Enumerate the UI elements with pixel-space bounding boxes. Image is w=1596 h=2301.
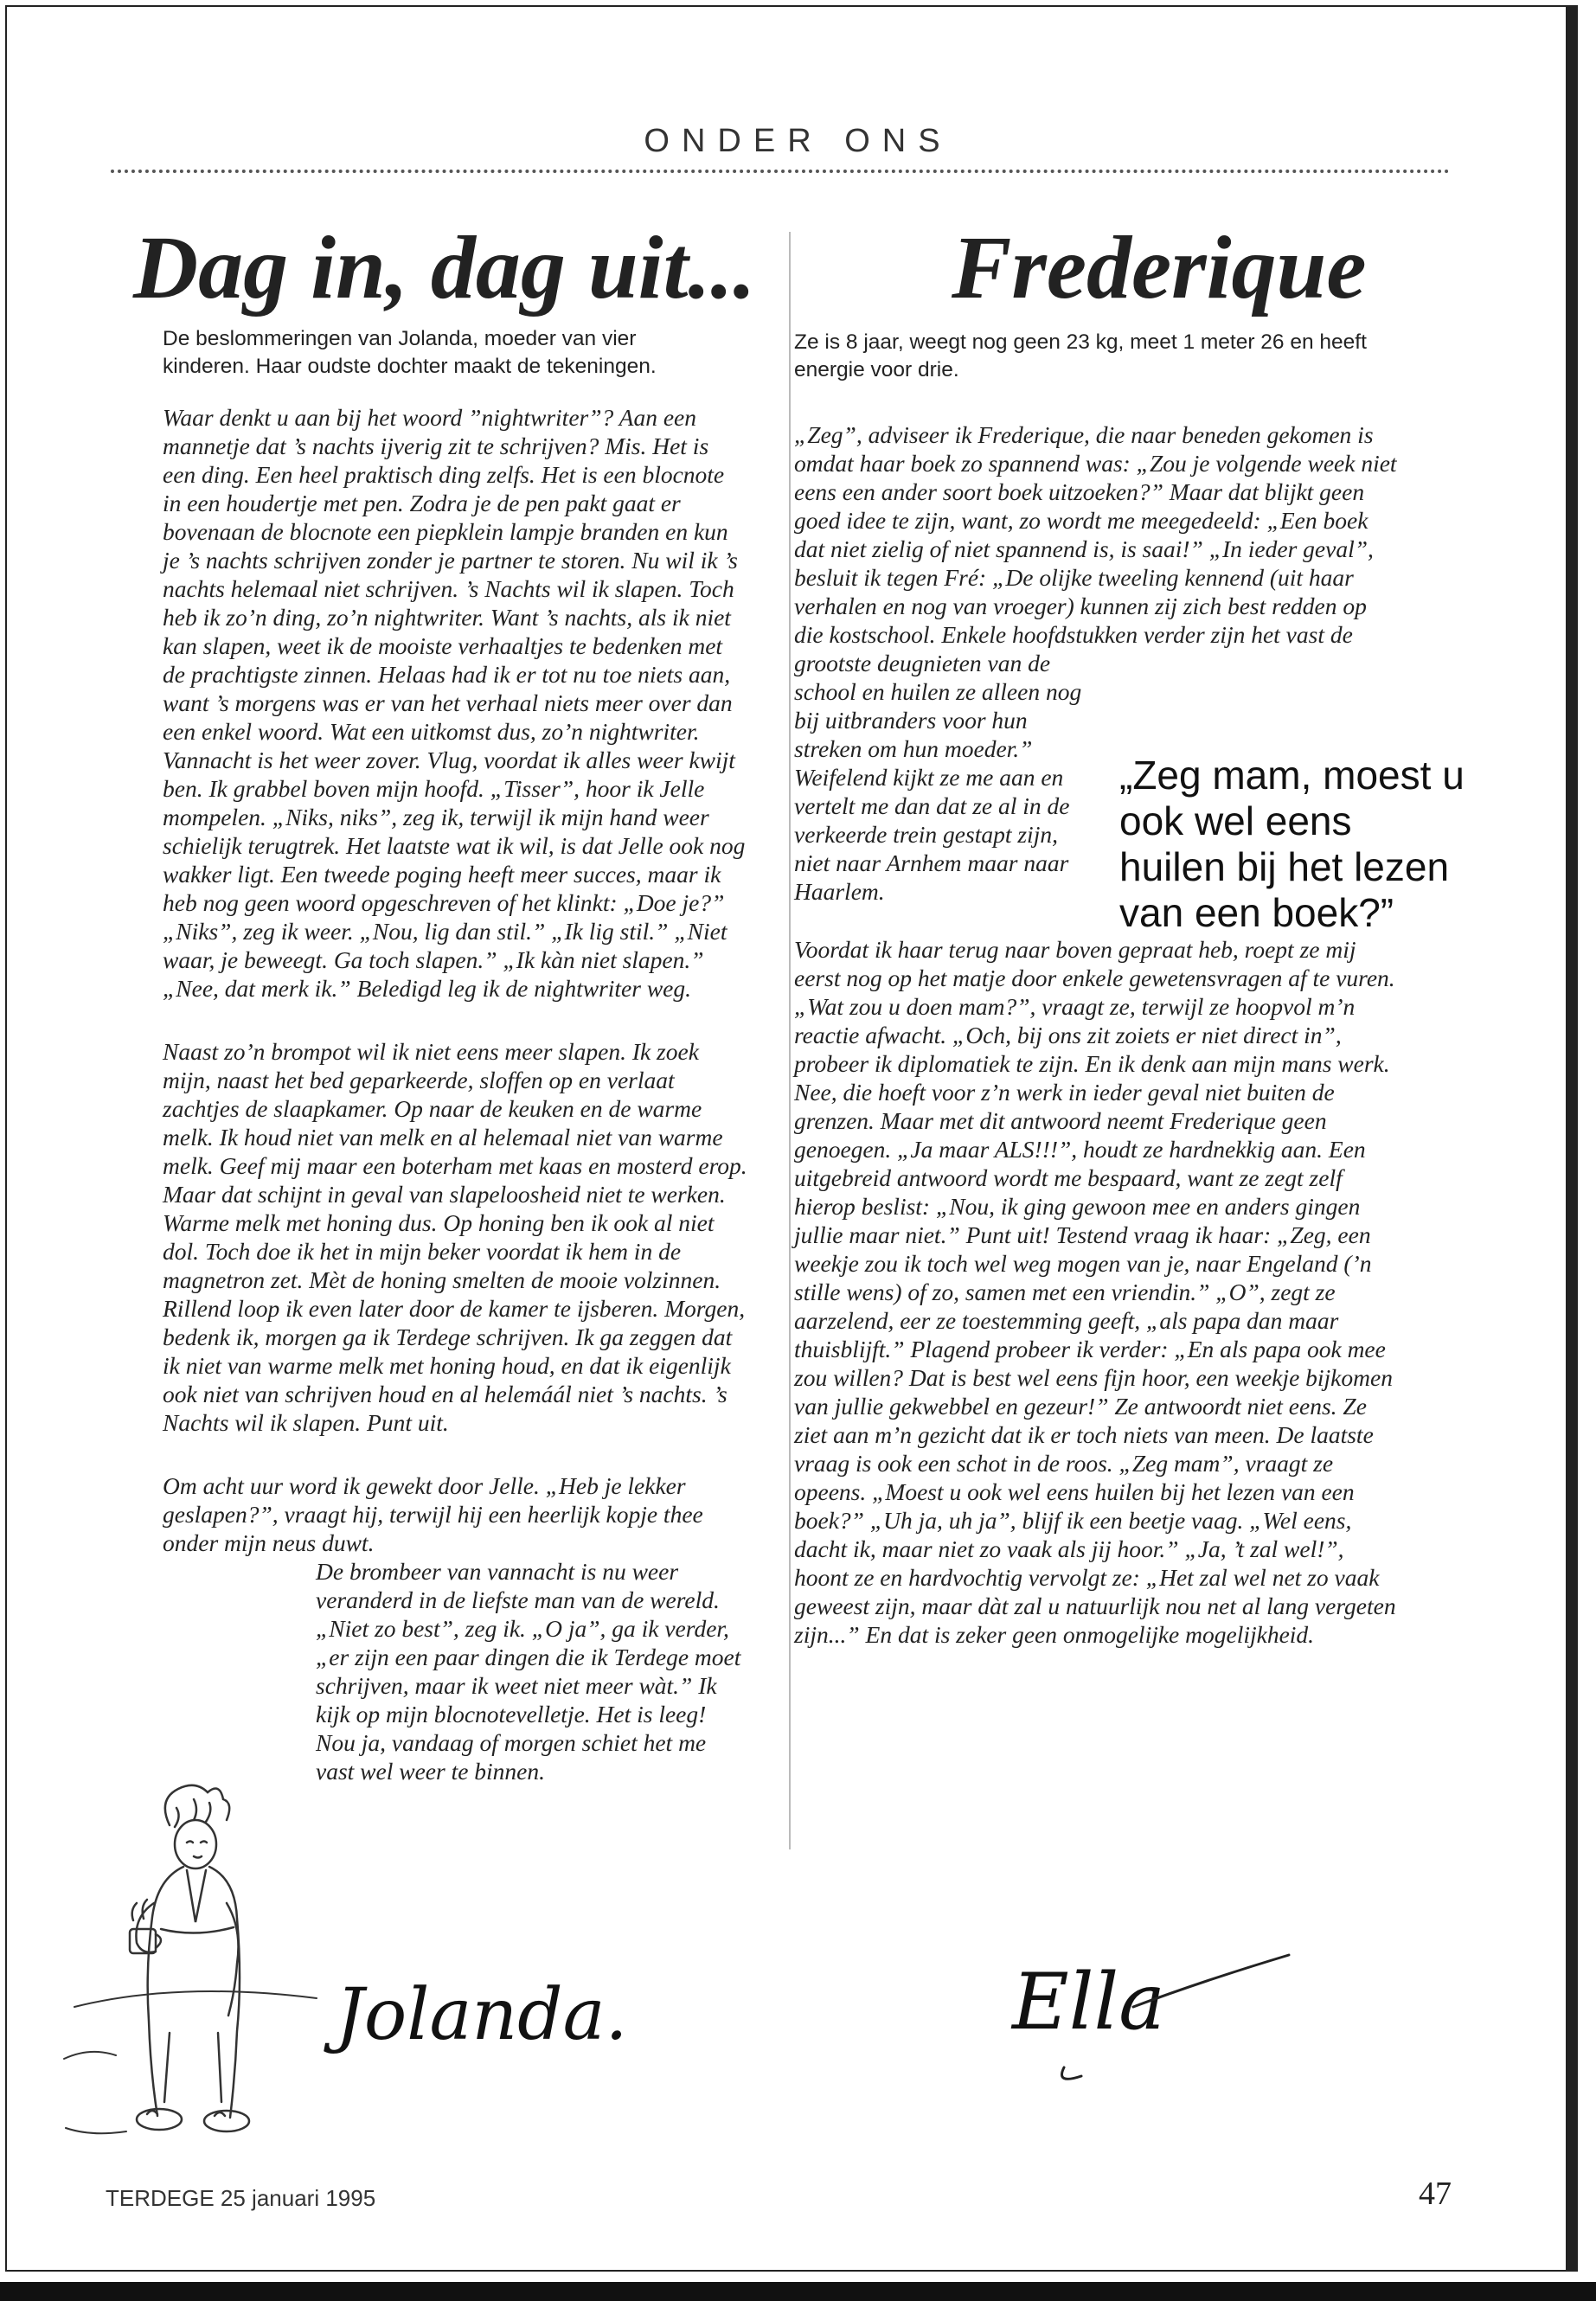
left-intro: De beslommeringen van Jolanda, moeder van vier kinderen. Haar oudste dochter maakt de tekeningen. (163, 327, 657, 378)
ella-signature: Ella (1012, 1957, 1165, 2048)
left-paragraph: Naast zo’n brompot wil ik niet eens meer slapen. Ik zoek mijn, naast het bed geparkeerde, sloffen op en verlaat zachtjes de slaapkamer. Op naar de keuken en de warme melk. Ik houd niet van melk en al helemaal niet van warme melk. Geef mij maar een boterham met kaas en mosterd erop. Maar dat schijnt in geval van slapeloosheid niet te werken. Warme melk met honing dus. Op honing ben ik ook al niet dol. Toch doe ik het in mijn beker voordat ik hem in de magnetron zet. Mèt de honing smelten de mooie volzinnen. Rillend loop ik even later door de kamer te ijsberen. Morgen, bedenk ik, morgen ga ik Terdege schrijven. Ik ga zeggen dat ik niet van warme melk met honing houd, en dat ik eigenlijk ook niet van schrijven houd en al helemáál niet ’s nachts. ’s Nachts wil ik slapen. Punt uit. (163, 1038, 747, 1436)
column-divider (789, 232, 791, 1849)
signature-swash (1029, 1946, 1306, 2102)
jolanda-signature: Jolanda. (336, 1974, 628, 2056)
right-paragraph: „Zeg”, adviseer ik Frederique, die naar beneden gekomen is omdat haar boek zo spannend was: „Zou je volgende week niet eens een ander soort boek uitzoeken?” Maar dat blijkt geen goed idee te zijn, want, zo wordt me meegedeeld: „Een boek dat niet zielig of niet spannend is, is saai!” „In ieder geval”, besluit ik tegen Fré: „De olijke tweeling kennend (uit haar verhalen en nog van vroeger) kunnen zij zich best redden op die kostschool. Enkele hoofdstukken verder zijn het vast de grootste deugnieten van de (794, 421, 1397, 676)
right-paragraph-narrow: school en huilen ze alleen nog bij uitbranders voor hun streken om hun moeder.” Weifelend kijkt ze me aan en vertelt me dan dat ze al in de verkeerde trein gestapt zijn, niet naar Arnhem maar naar Haarlem. (794, 678, 1082, 905)
pull-quote: „Zeg mam, moest u ook wel eens huilen bij het lezen van een boek?” (1119, 753, 1465, 935)
right-column-title: Frederique (952, 218, 1367, 317)
left-column-title: Dag in, dag uit... (133, 218, 756, 317)
right-intro: Ze is 8 jaar, weegt nog geen 23 kg, meet 1 meter 26 en heeft energie voor drie. (794, 330, 1367, 381)
right-paragraph: Voordat ik haar terug naar boven gepraat heb, roept ze mij eerst nog op het matje door enkele gewetensvragen af te vuren. „Wat zou u doen mam?”, vraagt ze, terwijl ze hoopvol m’n reactie afwacht. „Och, bij ons zit zoiets er niet direct in”, probeer ik diplomatiek te zijn. En ik denk aan mijn mans werk. Nee, die hoeft voor z’n werk in ieder geval niet buiten de grenzen. Maar met dit antwoord neemt Frederique geen genoegen. „Ja maar ALS!!!”, houdt ze hardnekkig aan. Een uitgebreid antwoord wordt me bespaard, want ze zegt zelf hierop beslist: „Nou, ik ging gewoon mee en anders gingen jullie maar niet.” Punt uit! Testend vraag ik haar: „Zeg, een weekje zou ik toch wel weg mogen van je, naar Engeland (’n stille wens) of zo, samen met een vriendin.” „O”, zegt ze aarzelend, eer ze toestemming geeft, „als papa dan maar thuisblijft.” Plagend probeer ik verder: „En als papa ook mee zou willen? Dat is best wel eens fijn hoor, een weekje bijkomen van jullie gekwebbel en gezeur!” Ze antwoordt niet eens. Ze ziet aan m’n gezicht dat ik er toch niets van meen. De laatste vraag is ook een schot in de roos. „Zeg mam”, vraagt ze opeens. „Moest u ook wel eens huilen bij het lezen van een boek?” „Uh ja, uh ja”, blijf ik een beetje vaag. „Wel eens, dacht ik, maar niet zo vaak als jij hoor.” „Ja, ’t zal wel!”, hoont ze en hardvochtig vervolgt ze: „Het zal wel net zo vaak geweest zijn, maar dàt zal u natuurlijk nou net al lang vergeten zijn...” En dat is zeker geen onmogelijke mogelijkheid. (794, 936, 1396, 1648)
woman-in-bathrobe-with-mug-illustration (57, 1773, 343, 2145)
left-paragraph: De brombeer van vannacht is nu weer veranderd in de liefste man van de wereld. „Niet zo best”, zeg ik. „O ja”, ga ik verder, „er zijn een paar dingen die ik Terdege moet schrijven, maar ik weet niet meer wàt.” Ik kijk op mijn blocnotevelletje. Het is leeg! Nou ja, vandaag of morgen schiet het me vast wel weer te binnen. (316, 1558, 741, 1785)
page-number: 47 (1419, 2176, 1452, 2212)
left-article-body (163, 403, 747, 1785)
scan-edge (0, 2282, 1596, 2301)
left-paragraph: Om acht uur word ik gewekt door Jelle. „Heb je lekker geslapen?”, vraagt hij, terwijl hij een heerlijk kopje thee onder mijn neus duwt. (163, 1472, 703, 1556)
dotted-divider (111, 170, 1450, 173)
section-header: ONDER ONS (644, 123, 952, 159)
publication-footer: TERDEGE 25 januari 1995 (106, 2185, 376, 2211)
left-paragraph: Waar denkt u aan bij het woord ”nightwriter”? Aan een mannetje dat ’s nachts ijverig zit te schrijven? Mis. Het is een ding. Een heel praktisch ding zelfs. Het is een blocnote in een houdertje met pen. Zodra je de pen pakt gaat er bovenaan de blocnote een piepklein lampje branden en kun je ’s nachts schrijven zonder je partner te storen. Nu wil ik ’s nachts helemaal niet schrijven. ’s Nachts wil ik slapen. Toch heb ik zo’n ding, zo’n nightwriter. Want ’s nachts, als ik niet kan slapen, weet ik de mooiste verhaaltjes te bedenken met de prachtigste zinnen. Helaas had ik er tot nu toe niets aan, want ’s morgens was er van het verhaal niets meer over dan een enkel woord. Wat een uitkomst dus, zo’n nightwriter. Vannacht is het weer zover. Vlug, voordat ik alles weer kwijt ben. Ik grabbel boven mijn hoofd. „Tisser”, hoor ik Jelle mompelen. „Niks, niks”, zeg ik, terwijl ik mijn hand weer schielijk terugtrek. Het laatste wat ik wil, is dat Jelle ook nog wakker ligt. Een tweede poging heeft meer succes, maar ik heb nog geen woord opgeschreven of het klinkt: „Doe je?” „Niks”, zeg ik weer. „Nou, lig dan stil.” „Ik lig stil.” „Niet waar, je beweegt. Ga toch slapen.” „Ik kàn niet slapen.” „Nee, dat merk ik.” Beledigd leg ik de nightwriter weg. (163, 404, 746, 1002)
right-article-body (794, 420, 1401, 1649)
